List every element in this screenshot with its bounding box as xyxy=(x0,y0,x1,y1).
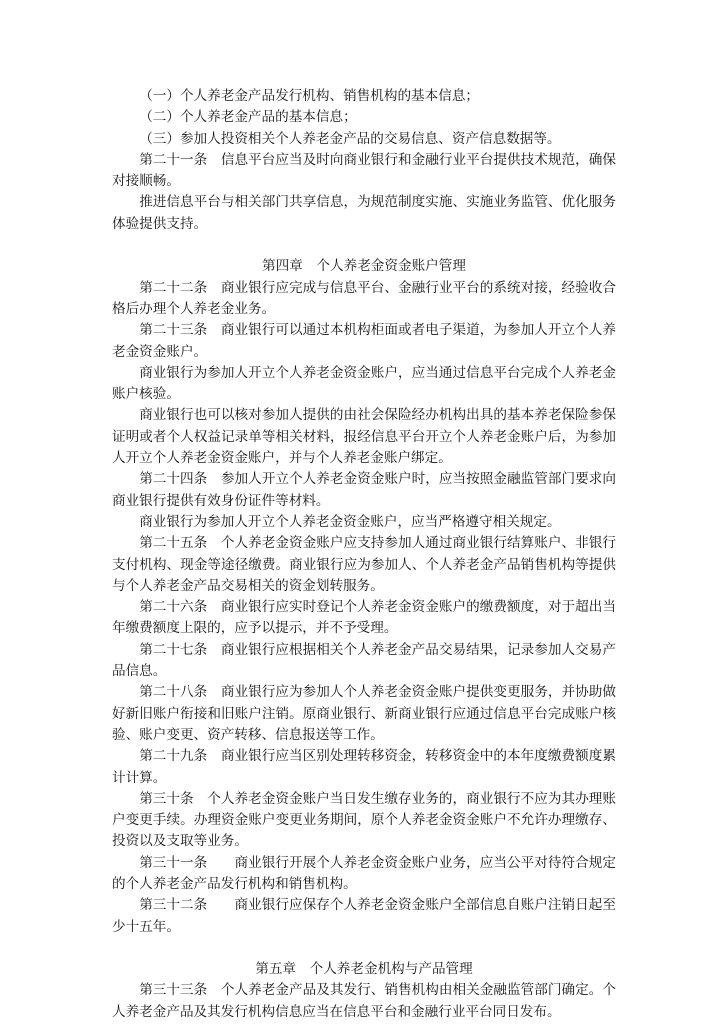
paragraph: 第二十七条 商业银行应根据相关个人养老金产品交易结果，记录参加人交易产品信息。 xyxy=(112,641,616,680)
chapter-4-title: 第四章 个人养老金资金账户管理 xyxy=(262,258,466,275)
spacer xyxy=(112,938,616,959)
chapter-5-title: 第五章 个人养老金机构与产品管理 xyxy=(255,961,473,978)
spacer xyxy=(112,235,616,256)
paragraph: 第二十八条 商业银行应为参加人个人养老金资金账户提供变更服务，并协助做好新旧账户衔接和旧账户注销。原商业银行、新商业银行应通过信息平台完成账户核验、账户变更、资产转移、信息报送等工作。 xyxy=(112,684,616,743)
paragraph: 第三十一条 商业银行开展个人养老金资金账户业务，应当公平对待符合规定的个人养老金产品发行机构和销售机构。 xyxy=(112,854,616,892)
paragraph: 第二十四条 参加人开立个人养老金资金账户时，应当按照金融监管部门要求向商业银行提供有效身份证件等材料。 xyxy=(112,471,616,509)
paragraph: 第三十条 个人养老金资金账户当日发生缴存业务的，商业银行不应为其办理账户变更手续。办理资金账户变更业务期间，原个人养老金资金账户不允许办理缴存、投资以及支取等业务。 xyxy=(112,790,616,850)
paragraph: 第二十二条 商业银行应完成与信息平台、金融行业平台的系统对接，经验收合格后办理个人养老金业务。 xyxy=(112,279,616,317)
paragraph: （二）个人养老金产品的基本信息； xyxy=(139,109,357,126)
paragraph: 第三十三条 个人养老金产品及其发行、销售机构由相关金融监管部门确定。个人养老金产品及其发行机构信息应当在信息平台和金融行业平台同日发布。 xyxy=(112,982,616,1020)
paragraph: 第二十三条 商业银行可以通过本机构柜面或者电子渠道，为参加人开立个人养老金资金账户。 xyxy=(112,322,616,360)
paragraph: 商业银行为参加人开立个人养老金资金账户，应当严格遵守相关规定。 xyxy=(139,513,561,530)
paragraph: 第二十九条 商业银行应当区别处理转移资金，转移资金中的本年度缴费额度累计计算。 xyxy=(112,748,616,786)
paragraph: 第二十五条 个人养老金资金账户应支持参加人通过商业银行结算账户、非银行支付机构、现金等途径缴费。商业银行应为参加人、个人养老金产品销售机构等提供与个人养老金产品交易相关的资金划转服务。 xyxy=(112,535,616,594)
paragraph: 推进信息平台与相关部门共享信息，为规范制度实施、实施业务监管、优化服务体验提供支持。 xyxy=(112,194,616,232)
paragraph: 第二十一条 信息平台应当及时向商业银行和金融行业平台提供技术规范，确保对接顺畅。 xyxy=(112,151,616,190)
paragraph: （一）个人养老金产品发行机构、销售机构的基本信息； xyxy=(139,88,480,104)
paragraph: （三）参加人投资相关个人养老金产品的交易信息、资产信息数据等。 xyxy=(139,130,561,147)
paragraph: 商业银行也可以核对参加人提供的由社会保险经办机构出具的基本养老保险参保证明或者个人权益记录单等相关材料，报经信息平台开立个人养老金账户后，为参加人开立个人养老金资金账户，并与个人养老金账户绑定。 xyxy=(112,407,616,467)
paragraph: 商业银行为参加人开立个人养老金资金账户，应当通过信息平台完成个人养老金账户核验。 xyxy=(112,364,616,403)
paragraph: 第二十六条 商业银行应实时登记个人养老金资金账户的缴费额度，对于超出当年缴费额度上限的，应予以提示，并不予受理。 xyxy=(112,599,616,637)
paragraph: 第三十二条 商业银行应保存个人养老金资金账户全部信息自账户注销日起至少十五年。 xyxy=(112,897,616,935)
document-body xyxy=(112,86,616,1023)
